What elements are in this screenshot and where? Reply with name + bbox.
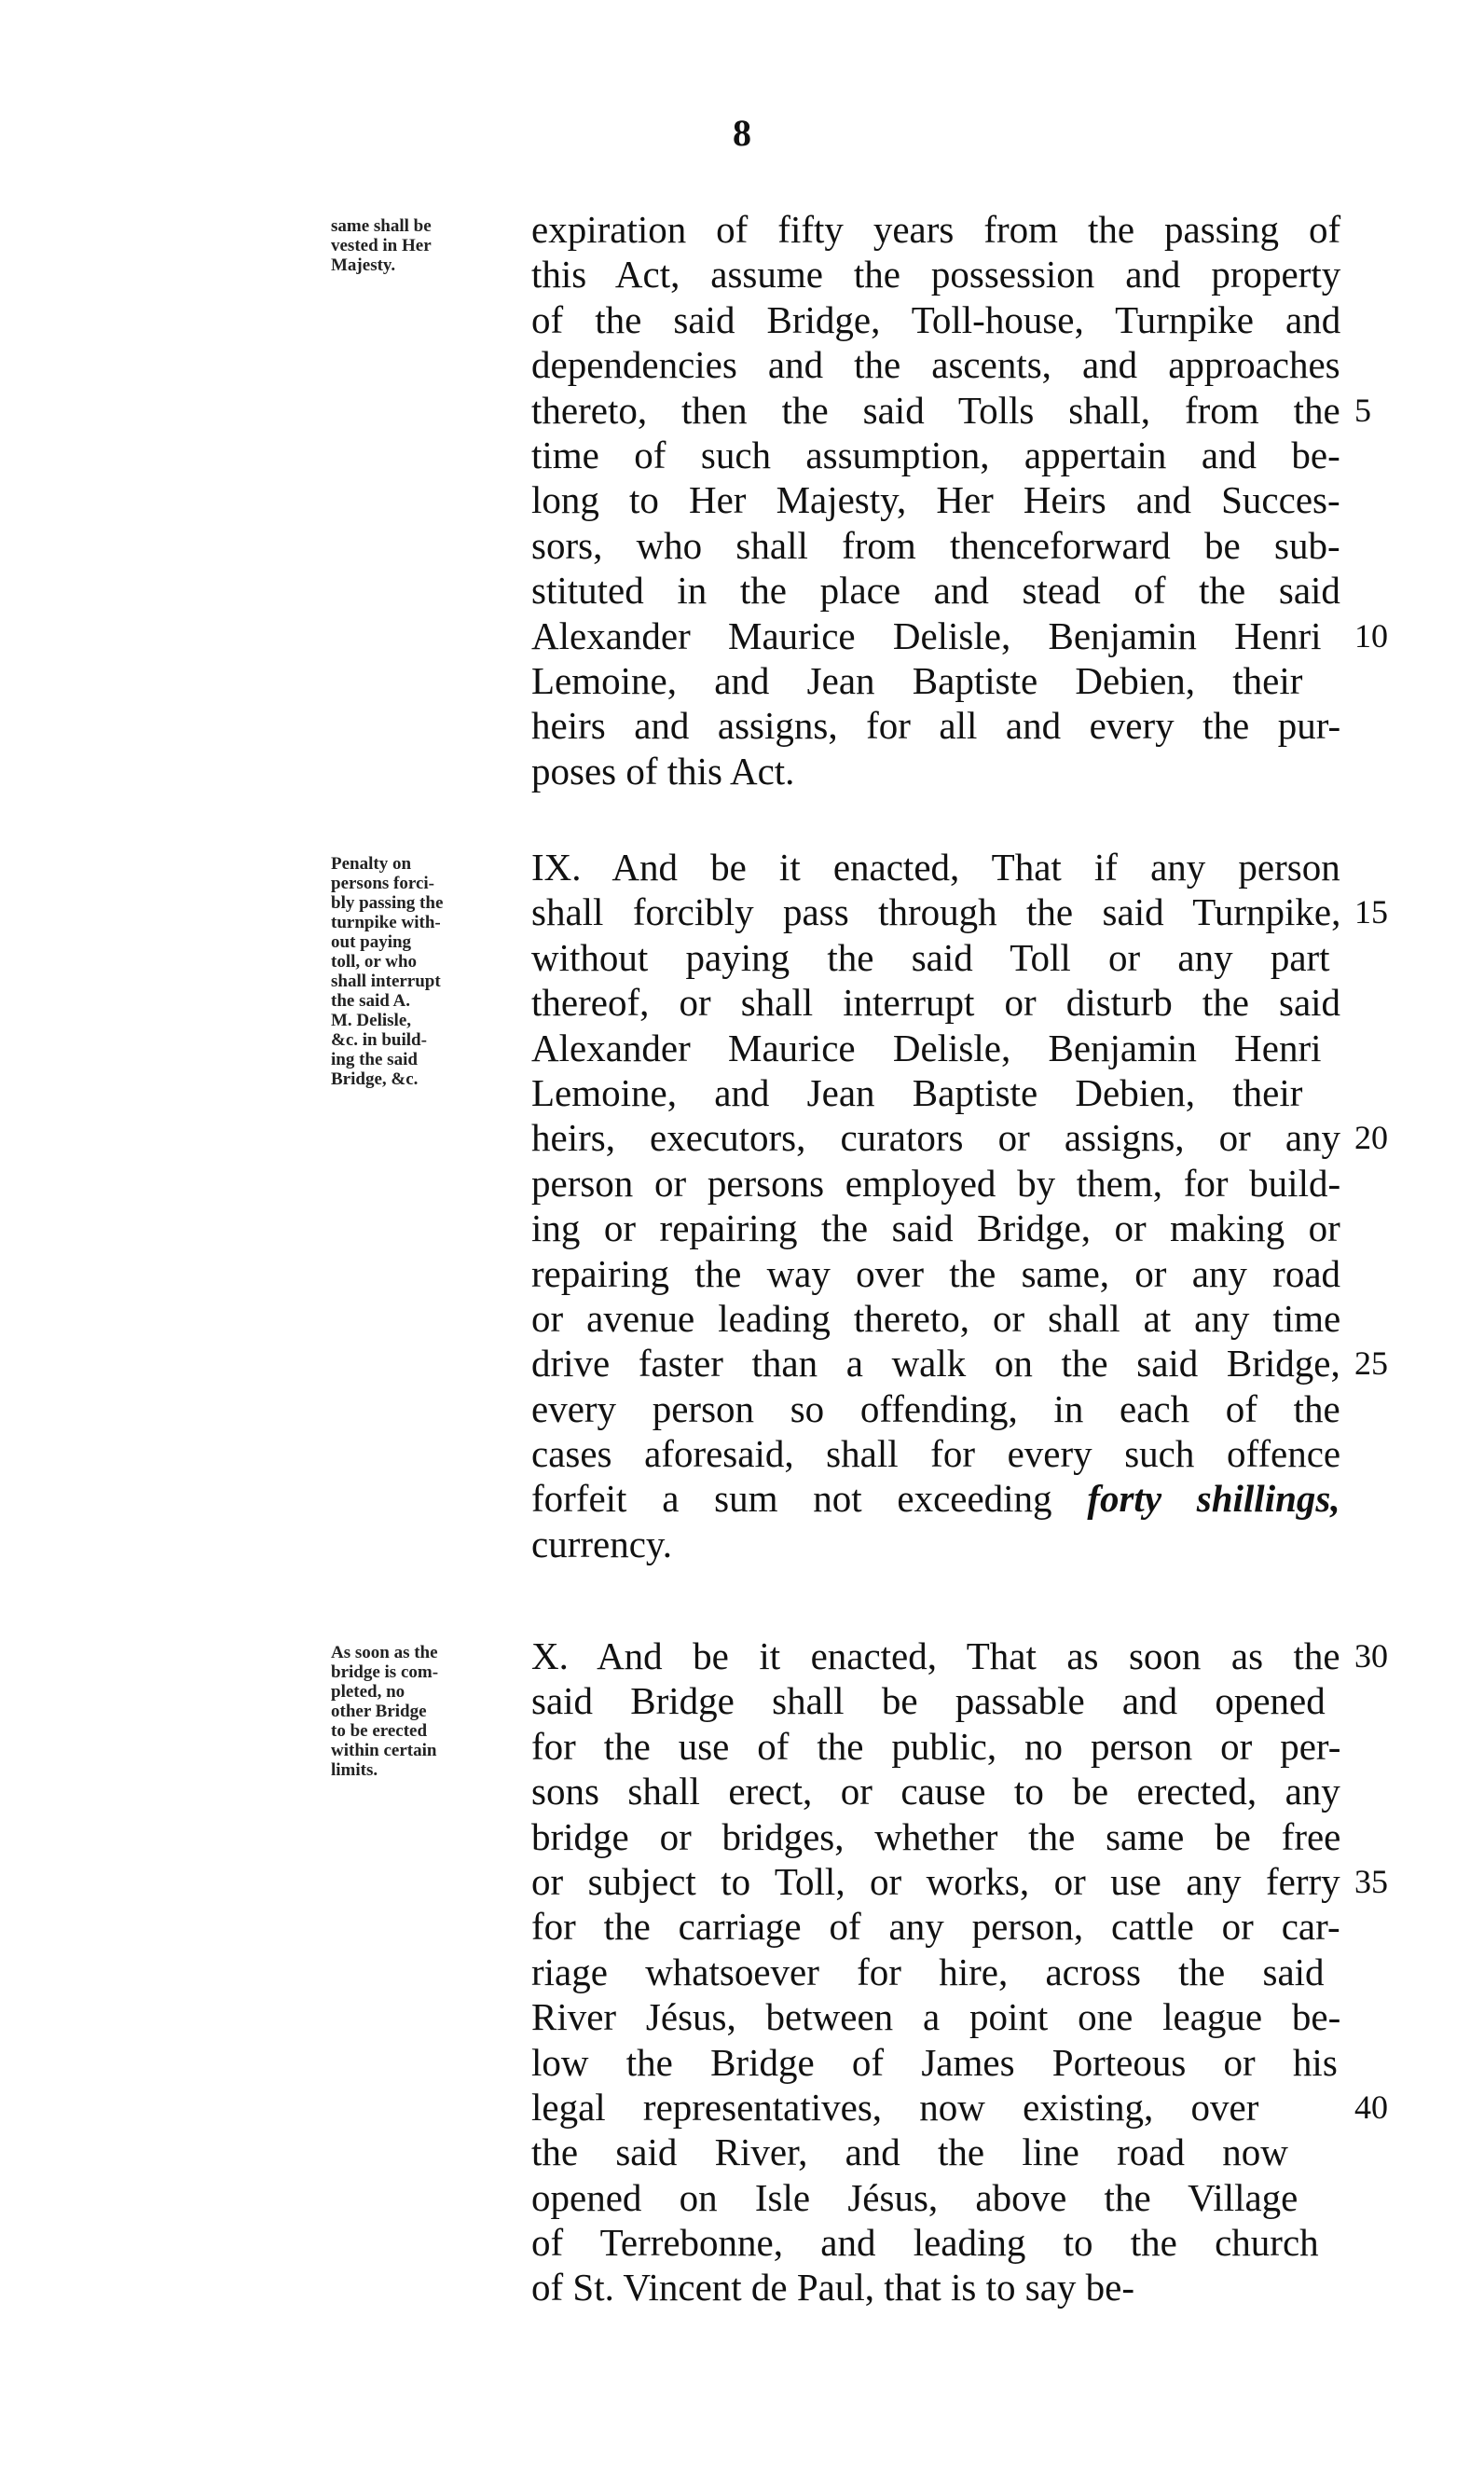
line-text <box>531 523 1340 568</box>
line-text <box>531 845 1340 889</box>
line-text <box>531 1115 1340 1160</box>
line-text <box>531 207 1340 252</box>
line-text-main: Alexander Maurice Delisle, Benjamin Henri <box>531 1026 1322 1069</box>
line-text-main: of Terrebonne, and leading to the church <box>531 2221 1319 2265</box>
line-text <box>531 1724 1340 1769</box>
text-line <box>531 1859 1388 1904</box>
line-text-main: ing or repairing the said Bridge, or making or <box>531 1206 1340 1250</box>
line-text-main: of St. Vincent de Paul, that is to say be- <box>531 2266 1134 2309</box>
section-body <box>531 1634 1388 2310</box>
line-text-main: shall forcibly pass through the said Turnpike, <box>531 890 1341 934</box>
line-text-main: of the said Bridge, Toll-house, Turnpike and <box>531 297 1341 341</box>
line-text-main: or avenue leading thereto, or shall at any time <box>531 1296 1341 1340</box>
line-text <box>531 935 1330 980</box>
line-text <box>531 1026 1322 1070</box>
text-line <box>531 252 1352 296</box>
text-line <box>531 749 1352 793</box>
line-text-main: IX. And be it enacted, That if any person <box>531 846 1340 889</box>
text-line <box>531 1431 1352 1476</box>
text-line <box>531 1522 1352 1566</box>
line-text-main: this Act, assume the possession and property <box>531 253 1341 296</box>
line-text-main: thereto, then the said Tolls shall, from the <box>531 388 1340 432</box>
line-number: 40 <box>1354 2088 1388 2126</box>
text-line <box>531 1296 1352 1341</box>
line-text <box>531 1859 1340 1904</box>
line-text-main: dependencies and the ascents, and approaches <box>531 343 1340 387</box>
line-number: 30 <box>1354 1637 1388 1675</box>
line-text <box>531 1522 672 1566</box>
line-text <box>531 1904 1340 1949</box>
text-line <box>531 2175 1352 2220</box>
text-line <box>531 568 1352 613</box>
line-text-main: Alexander Maurice Delisle, Benjamin Henri <box>531 614 1322 657</box>
line-text-main: low the Bridge of James Porteous or his <box>531 2040 1338 2084</box>
line-text-main: opened on Isle Jésus, above the Village <box>531 2175 1298 2219</box>
line-text <box>531 342 1340 387</box>
line-number: 35 <box>1354 1862 1388 1900</box>
line-text <box>531 1994 1340 2039</box>
line-text <box>531 1161 1340 1206</box>
line-text-main: without paying the said Toll or any part <box>531 935 1330 979</box>
section-body <box>531 845 1388 1566</box>
text-line <box>531 1904 1352 1949</box>
line-text-main: heirs, executors, curators or assigns, or any <box>531 1116 1341 1160</box>
text-line <box>531 1386 1352 1431</box>
line-text <box>531 2265 1134 2309</box>
line-text-main: cases aforesaid, shall for every such offence <box>531 1432 1341 1476</box>
text-line <box>531 1341 1388 1386</box>
text-line <box>531 1026 1352 1070</box>
line-text-main: riage whatsoever for hire, across the said <box>531 1950 1325 1993</box>
margin-note: As soon as the bridge is com- pleted, no other Bridge to be erected within certain limits. <box>331 1643 439 1780</box>
line-text-main: said Bridge shall be passable and opened <box>531 1679 1326 1723</box>
line-number: 15 <box>1354 893 1388 931</box>
line-text-main: legal representatives, now existing, over <box>531 2085 1259 2129</box>
text-line <box>531 2220 1352 2265</box>
text-line <box>531 2040 1352 2085</box>
line-text <box>531 2175 1298 2220</box>
line-text-main: Lemoine, and Jean Baptiste Debien, their <box>531 1070 1303 1114</box>
line-text-main: repairing the way over the same, or any road <box>531 1251 1341 1295</box>
emphasized-text: forty shillings, <box>1087 1477 1340 1521</box>
line-text-main: the said River, and the line road now <box>531 2130 1288 2174</box>
text-line <box>531 2130 1352 2174</box>
line-text-main: currency. <box>531 1522 672 1565</box>
line-text-main: time of such assumption, appertain and be- <box>531 433 1340 476</box>
line-text-main: every person so offending, in each of the <box>531 1386 1340 1430</box>
line-text <box>531 1206 1340 1250</box>
line-text <box>531 1814 1340 1859</box>
margin-note: Penalty on persons forci- bly passing the turnpike with- out paying toll, or who shall interrupt the said A. M. Delisle, &c. in build- ing the said Bridge, &c. <box>331 854 444 1089</box>
line-text-main: person or persons employed by them, for build- <box>531 1161 1341 1205</box>
line-text <box>531 2085 1258 2130</box>
text-line <box>531 845 1352 889</box>
line-text-main: Lemoine, and Jean Baptiste Debien, their <box>531 658 1303 702</box>
line-text <box>531 1341 1340 1386</box>
line-number: 20 <box>1354 1119 1388 1157</box>
text-line <box>531 1115 1388 1160</box>
text-line <box>531 1206 1352 1250</box>
line-text-main: heirs and assigns, for all and every the pur- <box>531 704 1341 748</box>
line-text <box>531 2040 1338 2085</box>
page-number: 8 <box>733 112 751 154</box>
line-text <box>531 1431 1340 1476</box>
line-text-main: expiration of fifty years from the passing of <box>531 208 1341 251</box>
line-text <box>531 2220 1319 2265</box>
text-line <box>531 1724 1352 1769</box>
line-text-main: X. And be it enacted, That as soon as the <box>531 1634 1340 1677</box>
text-line <box>531 1070 1352 1115</box>
text-line <box>531 614 1388 658</box>
line-text-main: sors, who shall from thenceforward be sub- <box>531 523 1340 567</box>
line-number: 25 <box>1354 1344 1388 1383</box>
line-text <box>531 1296 1340 1341</box>
text-line <box>531 1251 1352 1296</box>
line-text <box>531 1678 1326 1723</box>
text-line <box>531 1950 1352 1994</box>
text-line <box>531 1678 1352 1723</box>
line-text <box>531 1070 1302 1115</box>
margin-note: same shall be vested in Her Majesty. <box>331 216 432 275</box>
line-text <box>531 658 1302 703</box>
line-text <box>531 568 1340 613</box>
text-line <box>531 1161 1352 1206</box>
line-text <box>531 297 1340 342</box>
line-text <box>531 477 1340 522</box>
line-text-main: River Jésus, between a point one league be- <box>531 1995 1341 2039</box>
line-text <box>531 1476 1340 1521</box>
line-text-main: for the carriage of any person, cattle or car- <box>531 1905 1340 1949</box>
line-text-main: stituted in the place and stead of the said <box>531 569 1340 613</box>
text-line <box>531 703 1352 748</box>
text-line <box>531 207 1352 252</box>
text-line <box>531 1994 1352 2039</box>
text-line <box>531 297 1352 342</box>
line-text <box>531 252 1340 296</box>
text-line <box>531 477 1352 522</box>
line-text-main: sons shall erect, or cause to be erected, any <box>531 1770 1340 1813</box>
section-body <box>531 207 1388 793</box>
line-text <box>531 614 1322 658</box>
text-line <box>531 433 1352 477</box>
text-line <box>531 1634 1388 1678</box>
line-text <box>531 749 794 793</box>
text-line <box>531 1769 1352 1813</box>
line-text <box>531 980 1340 1025</box>
text-line <box>531 1476 1352 1521</box>
text-line <box>531 658 1352 703</box>
line-text-main: poses of this Act. <box>531 749 795 793</box>
line-text-main: for the use of the public, no person or per- <box>531 1724 1341 1768</box>
line-text-main: forfeit a sum not exceeding <box>531 1477 1052 1521</box>
text-line <box>531 2265 1352 2309</box>
line-text <box>531 703 1340 748</box>
text-line <box>531 2085 1388 2130</box>
line-text-main: drive faster than a walk on the said Bridge, <box>531 1342 1340 1386</box>
line-number: 5 <box>1354 391 1371 429</box>
text-line <box>531 935 1352 980</box>
line-text-main: bridge or bridges, whether the same be free <box>531 1814 1341 1858</box>
text-line <box>531 889 1388 934</box>
line-text <box>531 1386 1340 1431</box>
line-text-main: or subject to Toll, or works, or use any ferry <box>531 1859 1340 1903</box>
line-text <box>531 388 1340 433</box>
text-line <box>531 1814 1352 1859</box>
line-text <box>531 433 1340 477</box>
text-line <box>531 980 1352 1025</box>
text-line <box>531 388 1371 433</box>
line-text-main: thereof, or shall interrupt or disturb the said <box>531 981 1341 1025</box>
line-text <box>531 1769 1340 1813</box>
line-text <box>531 1634 1340 1678</box>
line-text <box>531 1251 1340 1296</box>
line-text <box>531 889 1340 934</box>
line-text <box>531 2130 1288 2174</box>
line-number: 10 <box>1354 616 1388 655</box>
line-text <box>531 1950 1325 1994</box>
text-line <box>531 342 1352 387</box>
text-line <box>531 523 1352 568</box>
line-text-main: long to Her Majesty, Her Heirs and Succes- <box>531 478 1340 522</box>
